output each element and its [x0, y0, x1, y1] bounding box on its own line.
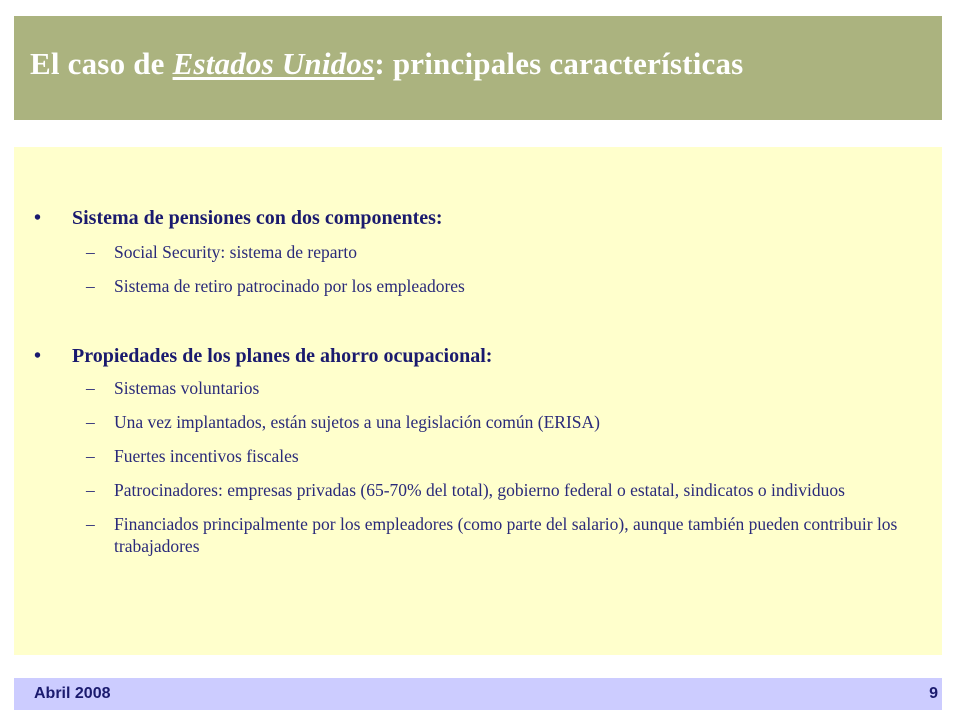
list-item-text: Patrocinadores: empresas privadas (65-70% del total), gobierno federal o estatal, sindicatos o individuos	[114, 480, 845, 500]
bullet-icon: •	[34, 345, 42, 367]
sub-list	[14, 377, 942, 557]
list-item-text: Fuertes incentivos fiscales	[114, 446, 299, 466]
list-item-text: Una vez implantados, están sujetos a una legislación común (ERISA)	[114, 412, 600, 432]
dash-icon: –	[86, 378, 95, 398]
dash-icon: –	[86, 242, 95, 262]
title-bar	[14, 16, 942, 120]
dash-icon: –	[86, 480, 95, 500]
bullet-heading-text: Propiedades de los planes de ahorro ocupacional:	[72, 345, 493, 367]
list-item-text: Financiados principalmente por los empleadores (como parte del salario), aunque también pueden contribuir los trabajadores	[114, 514, 898, 556]
title-suffix: : principales características	[374, 46, 744, 81]
list-item	[14, 445, 914, 467]
section-plan-properties	[14, 345, 942, 569]
list-item	[14, 411, 914, 433]
footer-bar	[14, 678, 942, 710]
list-item	[14, 479, 914, 501]
dash-icon: –	[86, 446, 95, 466]
page-number: 9	[929, 685, 938, 702]
footer-date: Abril 2008	[34, 685, 111, 702]
bullet-heading	[14, 207, 942, 237]
list-item-text: Sistema de retiro patrocinado por los empleadores	[114, 276, 465, 296]
title-emphasis: Estados Unidos	[172, 46, 375, 81]
bullet-icon: •	[34, 207, 42, 229]
slide-title	[30, 46, 743, 82]
list-item	[14, 241, 914, 263]
list-item-text: Sistemas voluntarios	[114, 378, 260, 398]
dash-icon: –	[86, 412, 95, 432]
title-prefix: El caso de	[30, 46, 173, 81]
content-box	[14, 147, 942, 655]
list-item	[14, 513, 914, 557]
sub-list	[14, 241, 942, 297]
bullet-heading-text: Sistema de pensiones con dos componentes:	[72, 207, 443, 229]
list-item	[14, 377, 914, 399]
section-pension-system	[14, 207, 942, 309]
dash-icon: –	[86, 276, 95, 296]
list-item	[14, 275, 914, 297]
dash-icon: –	[86, 514, 95, 534]
list-item-text: Social Security: sistema de reparto	[114, 242, 357, 262]
bullet-heading	[14, 345, 942, 375]
